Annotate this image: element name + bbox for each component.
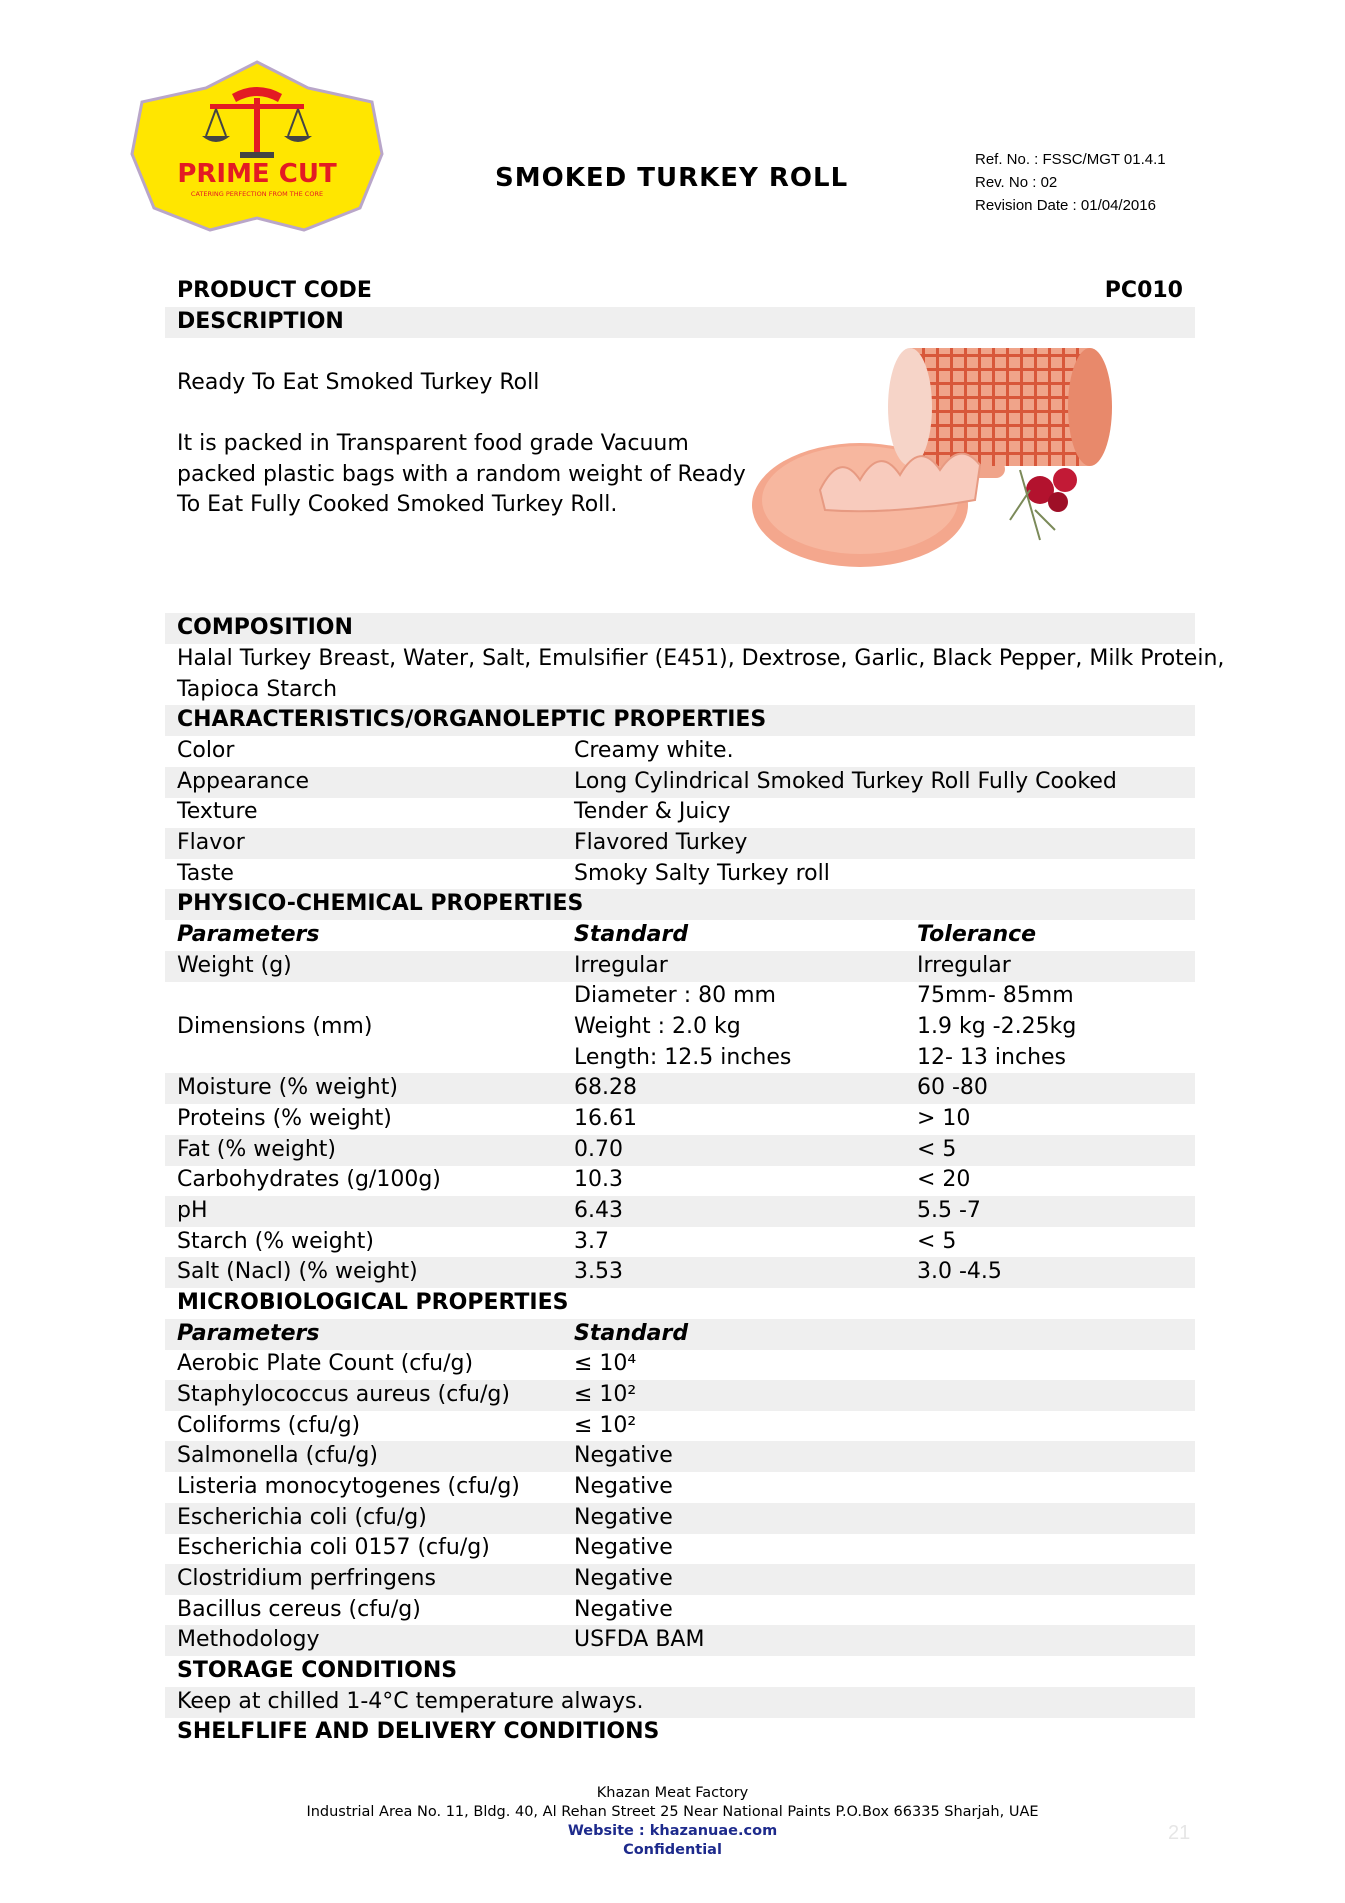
tolerance-value: 1.9 kg -2.25kg (917, 1014, 1077, 1039)
standard-value: 3.7 (574, 1229, 609, 1254)
table-row (165, 1043, 1195, 1074)
standard-value: Negative (574, 1443, 673, 1468)
parameter-value: Smoky Salty Turkey roll (574, 861, 830, 886)
micro-heading: MICROBIOLOGICAL PROPERTIES (177, 1290, 569, 1315)
table-row (165, 736, 1195, 767)
parameter-value: Creamy white. (574, 738, 734, 763)
description-line: Ready To Eat Smoked Turkey Roll (177, 370, 540, 395)
standard-value: Irregular (574, 953, 668, 978)
composition-text-2: Tapioca Starch (177, 677, 338, 702)
description-para-3: To Eat Fully Cooked Smoked Turkey Roll. (177, 492, 618, 517)
tolerance-value: < 5 (917, 1229, 957, 1254)
storage-heading-row (165, 1656, 1195, 1687)
table-row (165, 1595, 1195, 1626)
description-heading: DESCRIPTION (177, 309, 344, 334)
tolerance-value: 3.0 -4.5 (917, 1259, 1002, 1284)
standard-value: 68.28 (574, 1075, 637, 1100)
storage-text-row (165, 1687, 1195, 1718)
ref-number: Ref. No. : FSSC/MGT 01.4.1 (975, 151, 1166, 168)
turkey-roll-image (740, 340, 1130, 580)
parameter-name: Salmonella (cfu/g) (177, 1443, 378, 1468)
column-header-parameters: Parameters (177, 1321, 320, 1346)
micro-heading-row (165, 1288, 1195, 1319)
standard-value: Negative (574, 1597, 673, 1622)
parameter-name: Coliforms (cfu/g) (177, 1413, 361, 1438)
revision-date: Revision Date : 01/04/2016 (975, 197, 1156, 214)
footer-confidential: Confidential (623, 1842, 722, 1858)
logo-brand-text: PRIME CUT (177, 159, 337, 189)
table-row (165, 1625, 1195, 1656)
product-code-label: PRODUCT CODE (177, 278, 372, 303)
column-header-parameters: Parameters (177, 922, 320, 947)
standard-value: 10.3 (574, 1167, 623, 1192)
parameter-value: Flavored Turkey (574, 830, 748, 855)
description-heading-row (165, 307, 1195, 338)
table-row (165, 1257, 1195, 1288)
table-row (165, 1349, 1195, 1380)
standard-value: Negative (574, 1566, 673, 1591)
standard-value: 6.43 (574, 1198, 623, 1223)
standard-value: Negative (574, 1474, 673, 1499)
physico-heading-row (165, 889, 1195, 920)
parameter-name: Salt (Nacl) (% weight) (177, 1259, 418, 1284)
standard-value: Diameter : 80 mm (574, 983, 776, 1008)
parameter-name: Texture (177, 799, 258, 824)
table-row (165, 1441, 1195, 1472)
parameter-name: Staphylococcus aureus (cfu/g) (177, 1382, 510, 1407)
parameter-name: Carbohydrates (g/100g) (177, 1167, 441, 1192)
standard-value: 0.70 (574, 1137, 623, 1162)
standard-value: USFDA BAM (574, 1627, 705, 1652)
parameter-name: Weight (g) (177, 953, 292, 978)
table-row (165, 797, 1195, 828)
footer-company: Khazan Meat Factory (596, 1785, 749, 1801)
table-row (165, 1012, 1195, 1043)
table-row (165, 1135, 1195, 1166)
table-row (165, 859, 1195, 890)
table-row (165, 1196, 1195, 1227)
standard-value: Negative (574, 1535, 673, 1560)
prime-cut-logo (128, 58, 386, 234)
table-row (165, 1165, 1195, 1196)
table-row (165, 1472, 1195, 1503)
parameter-name: Taste (177, 861, 234, 886)
parameter-name: Methodology (177, 1627, 320, 1652)
composition-line-2 (165, 675, 1195, 706)
footer-website: Website : khazanuae.com (567, 1823, 778, 1839)
revision-number: Rev. No : 02 (975, 174, 1058, 191)
standard-value: Weight : 2.0 kg (574, 1014, 741, 1039)
table-row (165, 981, 1195, 1012)
parameter-name: Fat (% weight) (177, 1137, 336, 1162)
standard-value: ≤ 10⁴ (574, 1351, 637, 1376)
table-row (165, 951, 1195, 982)
tolerance-value: > 10 (917, 1106, 971, 1131)
physico-heading: PHYSICO-CHEMICAL PROPERTIES (177, 891, 584, 916)
page-number: 21 (1168, 1822, 1191, 1844)
parameter-name: pH (177, 1198, 208, 1223)
table-row (165, 1503, 1195, 1534)
standard-value: Length: 12.5 inches (574, 1045, 792, 1070)
description-para-2: packed plastic bags with a random weight of Ready (177, 462, 746, 487)
standard-value: Negative (574, 1505, 673, 1530)
tolerance-value: 60 -80 (917, 1075, 988, 1100)
organoleptic-heading-row (165, 705, 1195, 736)
composition-heading-row (165, 613, 1195, 644)
table-row (165, 1227, 1195, 1258)
storage-heading: STORAGE CONDITIONS (177, 1658, 458, 1683)
parameter-name: Color (177, 738, 235, 763)
composition-line-1 (165, 644, 1225, 675)
footer (0, 1784, 1345, 1860)
parameter-value: Tender & Juicy (574, 799, 731, 824)
standard-value: 16.61 (574, 1106, 637, 1131)
standard-value: 3.53 (574, 1259, 623, 1284)
standard-value: ≤ 10² (574, 1382, 637, 1407)
parameter-name: Escherichia coli (cfu/g) (177, 1505, 427, 1530)
parameter-name: Proteins (% weight) (177, 1106, 392, 1131)
table-row (165, 1073, 1195, 1104)
table-row (165, 828, 1195, 859)
composition-heading: COMPOSITION (177, 615, 353, 640)
tolerance-value: 75mm- 85mm (917, 983, 1074, 1008)
parameter-name: Moisture (% weight) (177, 1075, 398, 1100)
tolerance-value: 5.5 -7 (917, 1198, 981, 1223)
table-row (165, 1104, 1195, 1135)
column-header-standard: Standard (574, 1321, 689, 1346)
tolerance-value: Irregular (917, 953, 1011, 978)
tolerance-value: < 5 (917, 1137, 957, 1162)
tolerance-value: < 20 (917, 1167, 971, 1192)
parameter-name: Starch (% weight) (177, 1229, 374, 1254)
parameter-name: Clostridium perfringens (177, 1566, 436, 1591)
logo-tagline-text: CATERING PERFECTION FROM THE CORE (190, 190, 324, 198)
organoleptic-heading: CHARACTERISTICS/ORGANOLEPTIC PROPERTIES (177, 707, 767, 732)
reference-block (975, 148, 1166, 217)
composition-text-1: Halal Turkey Breast, Water, Salt, Emulsifier (E451), Dextrose, Garlic, Black Pepper, Milk Protein, (177, 646, 1225, 671)
footer-address: Industrial Area No. 11, Bldg. 40, Al Rehan Street 25 Near National Paints P.O.Box 66335 Sharjah, UAE (306, 1804, 1039, 1820)
column-header-standard: Standard (574, 922, 689, 947)
product-code-value: PC010 (1104, 278, 1183, 303)
shelflife-heading: SHELFLIFE AND DELIVERY CONDITIONS (177, 1719, 660, 1744)
column-header-tolerance: Tolerance (917, 922, 1037, 947)
parameter-name: Escherichia coli 0157 (cfu/g) (177, 1535, 490, 1560)
standard-value: ≤ 10² (574, 1413, 637, 1438)
table-row (165, 1533, 1195, 1564)
shelflife-heading-row (165, 1717, 1195, 1748)
parameter-value: Long Cylindrical Smoked Turkey Roll Fully Cooked (574, 769, 1117, 794)
parameter-name: Bacillus cereus (cfu/g) (177, 1597, 421, 1622)
parameter-name: Appearance (177, 769, 310, 794)
table-row (165, 1411, 1195, 1442)
parameter-name: Listeria monocytogenes (cfu/g) (177, 1474, 520, 1499)
product-code-row (165, 276, 1195, 307)
physico-column-headers (165, 920, 1195, 951)
parameter-name: Aerobic Plate Count (cfu/g) (177, 1351, 474, 1376)
table-row (165, 1564, 1195, 1595)
storage-text: Keep at chilled 1-4°C temperature always. (177, 1689, 644, 1714)
document-title: SMOKED TURKEY ROLL (495, 163, 849, 193)
parameter-name: Flavor (177, 830, 245, 855)
micro-column-headers (165, 1319, 1195, 1350)
description-para-1: It is packed in Transparent food grade Vacuum (177, 431, 689, 456)
parameter-name: Dimensions (mm) (177, 1014, 373, 1039)
table-row (165, 767, 1195, 798)
tolerance-value: 12- 13 inches (917, 1045, 1067, 1070)
table-row (165, 1380, 1195, 1411)
